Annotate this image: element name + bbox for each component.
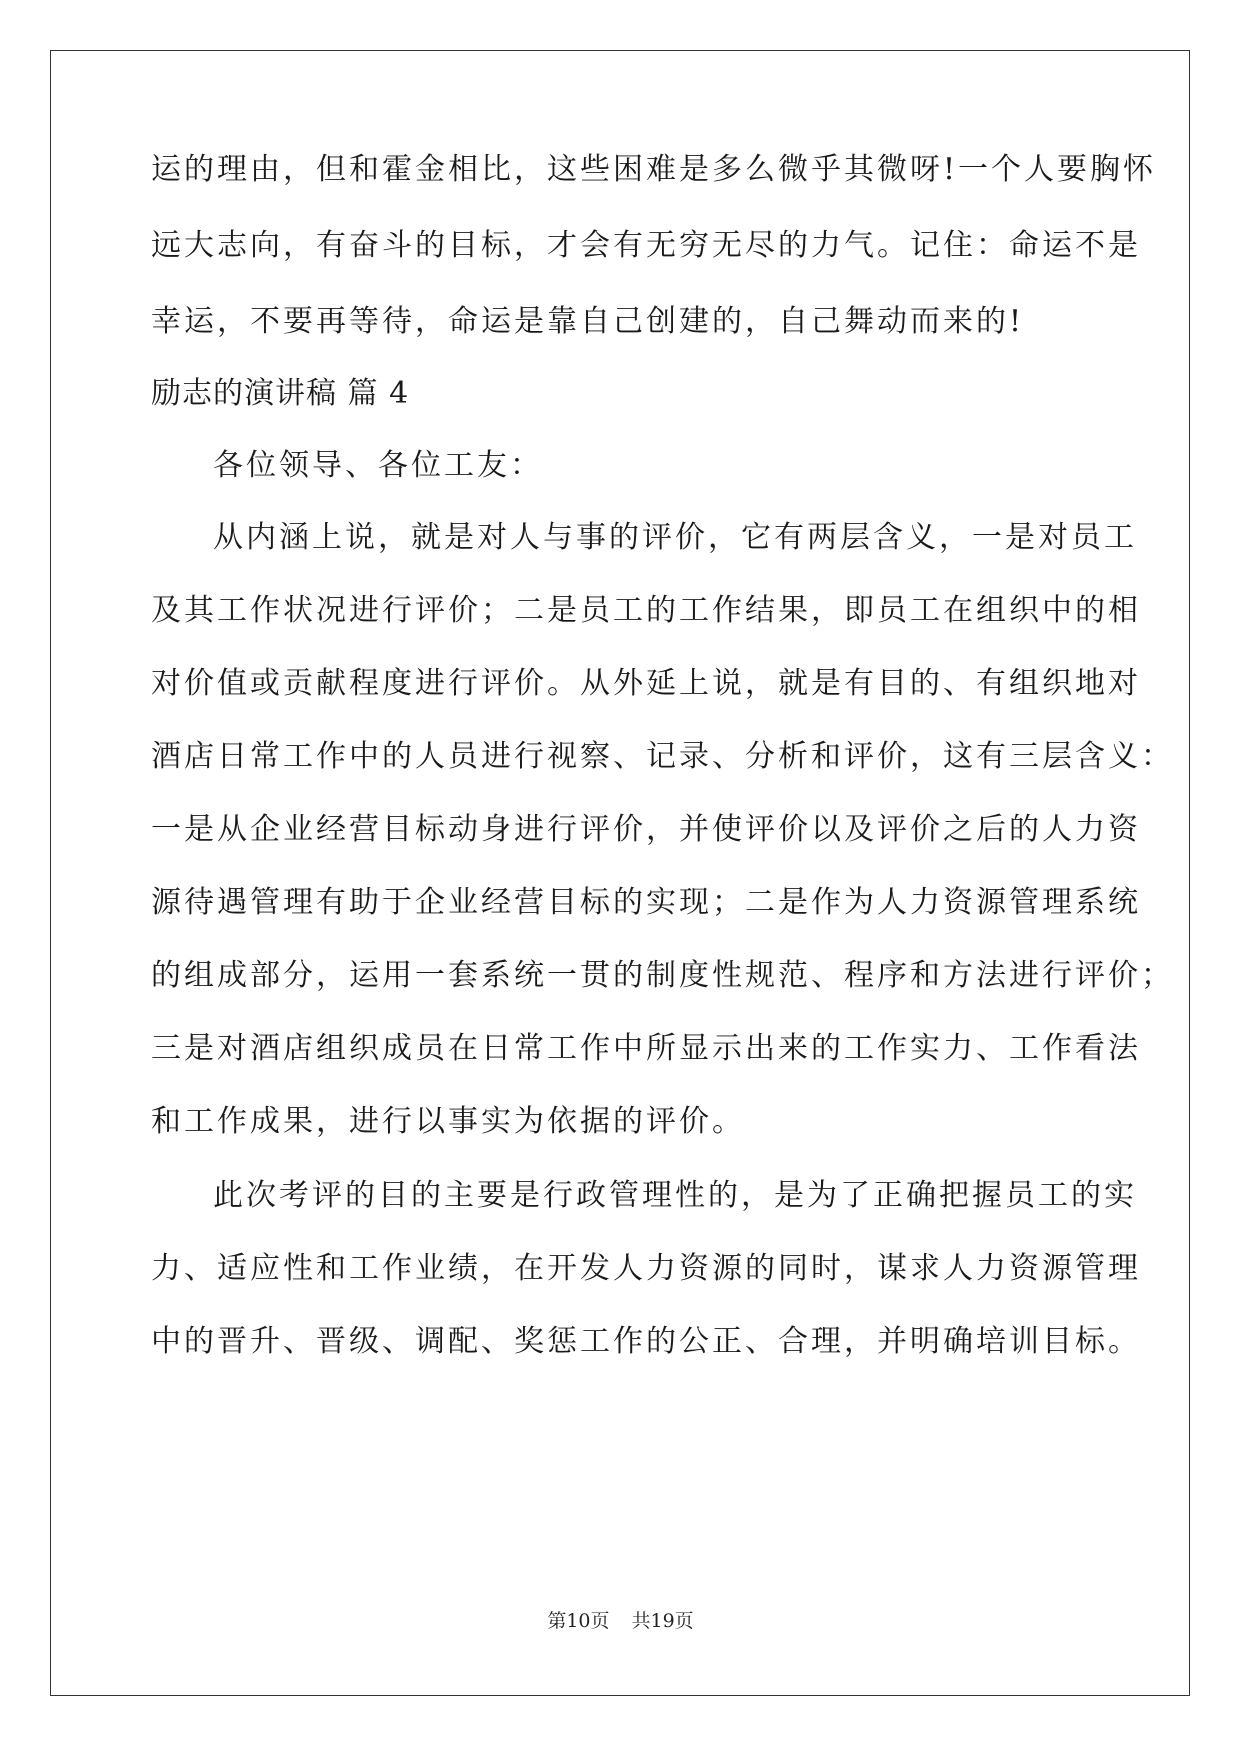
- paragraph-line: 从内涵上说，就是对人与事的评价，它有两层含义，一是对员工: [213, 520, 1137, 555]
- paragraph-line: 运的理由，但和霍金相比，这些困难是多么微乎其微呀!一个人要胸怀: [151, 152, 1157, 187]
- page-total: 共19页: [631, 1610, 694, 1632]
- paragraph-line: 力、适应性和工作业绩，在开发人力资源的同时，谋求人力资源管理: [151, 1251, 1141, 1286]
- paragraph-line: 酒店日常工作中的人员进行视察、记录、分析和评价，这有三层含义：: [151, 739, 1174, 774]
- paragraph-line: 源待遇管理有助于企业经营目标的实现；二是作为人力资源管理系统: [151, 885, 1141, 920]
- paragraph-line: 此次考评的目的主要是行政管理性的，是为了正确把握员工的实: [213, 1178, 1137, 1213]
- paragraph-line: 的组成部分，运用一套系统一贯的制度性规范、程序和方法进行评价；: [151, 958, 1174, 993]
- paragraph-line: 远大志向，有奋斗的目标，才会有无穷无尽的力气。记住：命运不是: [151, 228, 1141, 263]
- page-border: [50, 50, 1190, 1696]
- salutation: 各位领导、各位工友：: [213, 448, 543, 483]
- page-footer: [0, 1608, 1241, 1634]
- paragraph-line: 三是对酒店组织成员在日常工作中所显示出来的工作实力、工作看法: [151, 1031, 1141, 1066]
- paragraph-line: 和工作成果，进行以事实为依据的评价。: [151, 1104, 745, 1139]
- paragraph-line: 对价值或贡献程度进行评价。从外延上说，就是有目的、有组织地对: [151, 666, 1141, 701]
- section-heading: 励志的演讲稿 篇 4: [151, 376, 410, 411]
- page-number: 第10页: [547, 1610, 610, 1632]
- paragraph-line: 幸运，不要再等待，命运是靠自己创建的，自己舞动而来的!: [151, 304, 1025, 339]
- paragraph-line: 中的晋升、晋级、调配、奖惩工作的公正、合理，并明确培训目标。: [151, 1324, 1141, 1359]
- paragraph-line: 及其工作状况进行评价；二是员工的工作结果，即员工在组织中的相: [151, 593, 1141, 628]
- paragraph-line: 一是从企业经营目标动身进行评价，并使评价以及评价之后的人力资: [151, 812, 1141, 847]
